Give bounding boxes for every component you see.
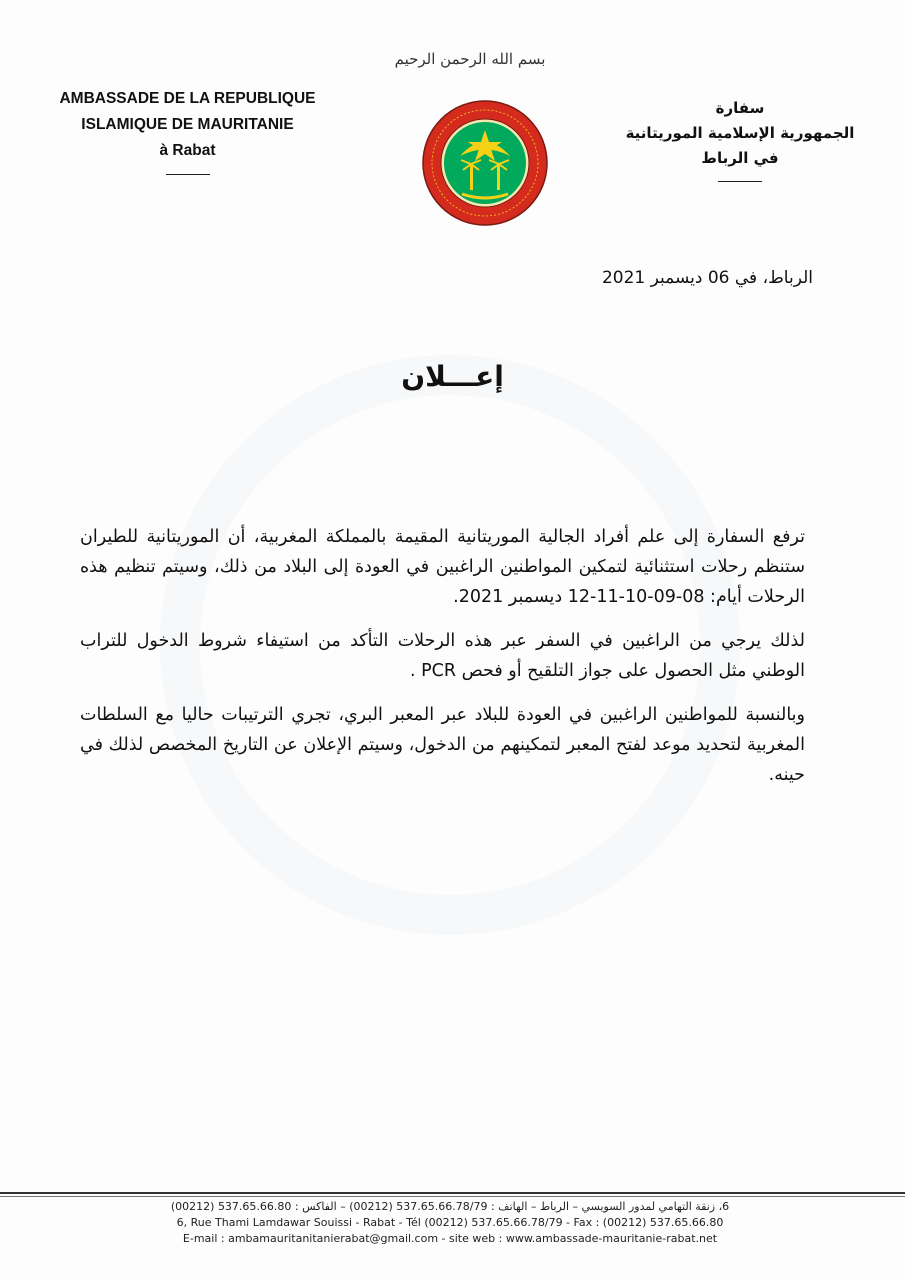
footer-arabic-address: 6، زنقة التهامي لمدور السويسي – الرباط – الهاتف : 537.65.66.78/79 (00212) – الفاكس : 537.65.66.80 (00212) — [170, 1200, 730, 1213]
document-date: الرباط، في 06 ديسمبر 2021 — [601, 268, 813, 288]
header-french-rule — [166, 174, 210, 175]
document-body — [80, 522, 805, 804]
footer-address — [130, 1199, 770, 1247]
header-arabic-rule — [718, 181, 762, 182]
header-french — [40, 86, 335, 175]
header-french-line1: AMBASSADE DE LA REPUBLIQUE — [59, 90, 316, 107]
footer-contact: E-mail : ambamauritanitanierabat@gmail.com - site web : www.ambassade-mauritanie-rabat.net — [182, 1232, 718, 1245]
footer-divider-thin — [0, 1196, 905, 1197]
paragraph: لذلك يرجي من الراغبين في السفر عبر هذه الرحلات التأكد من استيفاء شروط الدخول للتراب الوطني مثل الحصول على جواز التلقيح أو فحص PCR . — [80, 631, 805, 681]
footer-french-address: 6, Rue Thami Lamdawar Souissi - Rabat - Tél (00212) 537.65.66.78/79 - Fax : (00212) 537.65.66.80 — [176, 1216, 724, 1229]
header-arabic-line3: في الرباط — [701, 149, 779, 167]
paragraph: ترفع السفارة إلى علم أفراد الجالية الموريتانية المقيمة بالمملكة المغربية، أن الموريتانية للطيران ستنظم رحلات استثنائية لتمكين المواطنين الراغبين في العودة إلى البلاد من ذلك، وسيتم تنظيم هذه الرحلات أيام: 08-09-10-11-12 ديسمبر 2021. — [80, 527, 805, 607]
header-french-line3: à Rabat — [159, 142, 216, 159]
header-arabic — [605, 96, 875, 182]
footer-divider — [0, 1192, 905, 1194]
paragraph: وبالنسبة للمواطنين الراغبين في العودة للبلاد عبر المعبر البري، تجري الترتيبات حاليا مع السلطات المغربية لتحديد موعد لفتح المعبر لتمكينهم من الدخول، وسيتم الإعلان عن التاريخ المخصص لذلك في حينه. — [80, 705, 805, 785]
basmala: بسم الله الرحمن الرحيم — [394, 50, 546, 68]
header-arabic-line2: الجمهورية الإسلامية الموريتانية — [625, 124, 855, 142]
mauritania-national-seal-icon — [420, 98, 550, 228]
document-title: إعـــلان — [401, 360, 504, 393]
header-french-line2: ISLAMIQUE DE MAURITANIE — [81, 116, 294, 133]
header-arabic-line1: سفارة — [715, 99, 765, 117]
